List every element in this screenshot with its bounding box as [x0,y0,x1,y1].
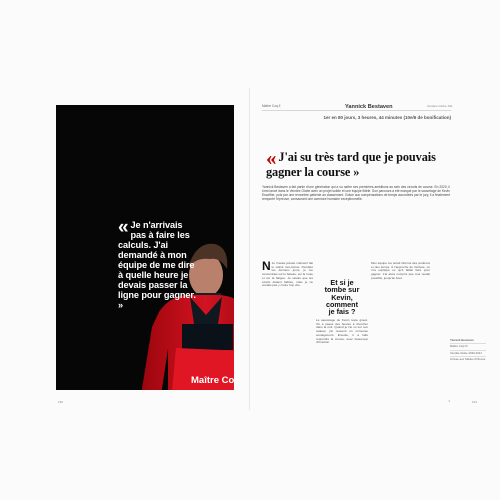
article-column-2: Le sauvetage de Kevin reste gravé. On a passé des heures à chercher dans la nuit. Quand je l'ai vu sur son radeau, j'ai ressenti un immense soulagement. Ensuite, il a fallu reprendre la course, avec beaucoup d'émotion. [316,318,368,345]
left-pull-quote [118,217,198,310]
header-section: Vendée Globe 191 [427,104,453,108]
sail-logo-text: Maître CoQ [191,375,242,386]
quote-mark-left: « [118,217,129,238]
sidebar-name: Yannick Bestaven [450,338,474,342]
headline-quote [266,146,456,179]
article-column-1-text: Je n'avais jamais vraiment fait le calcul moi-même. Pendant les derniers jours, je me concentrais sur le bateau, sur la route et sur la fatigue. Je savais que les écarts étaient faibles, mais je ne voulais pas y croire trop vite. [262,261,313,288]
drop-cap: N [262,259,271,273]
decorative-end-mark: ❧ [448,399,451,403]
headline-quote-text: J'ai su très tard que je pouvais gagner la course » [266,150,436,179]
left-quote-text: Je n'arrivais pas à faire les calculs. J'ai demandé à mon équipe de me dire à quelle heure je devais passer la ligne pour gagner. » [118,220,196,310]
caption-sidebar [450,339,486,362]
sidebar-boat: Maître CoQ IV [450,343,486,348]
intro-paragraph: Yannick Bestaven a fait partie d'une génération qui a vu naître ses premières ambitions au sein des circuits de course. En 2020, il s'est lancé dans le Vendée Globe avec un projet solide et une équipe fidèle. Son parcours a été marqué par le sauvetage de Kevin Escoffier, puis par une remontée patiente au classement. Grâce aux compensations de temps accordées par le jury, il a finalement remporté l'épreuve, consacrant une aventure humaine exceptionnelle. [262,185,450,201]
article-column-3: Mon équipe me tenait informé des positions et des temps. À l'approche de l'arrivée, on m'a expliqué ce qu'il fallait faire pour gagner. J'ai alors compris que tout restait possible, jusqu'au bout. [371,261,430,280]
article-pull-quote: Et si je tombe sur Kevin, comment je fais ? [324,278,360,317]
header-boat-name: Maître Coq II [262,104,281,108]
left-page-number: 190 [58,400,64,404]
header-rule [262,110,451,111]
article-column-1 [262,259,313,288]
right-page-number: 191 [472,400,478,404]
gutter-shadow [249,88,250,410]
headline-quote-mark: « [266,146,277,170]
header-skipper-name: Yannick Bestaven [345,104,393,110]
sidebar-arrival: Arrivée aux Sables d'Olonne [450,357,486,362]
result-subtitle: 1er en 80 jours, 3 heures, 44 minutes (10e/6 de bonification) [323,115,451,120]
sidebar-race: Vendée Globe 2020-2021 [450,350,486,355]
portrait-photo [56,105,242,390]
